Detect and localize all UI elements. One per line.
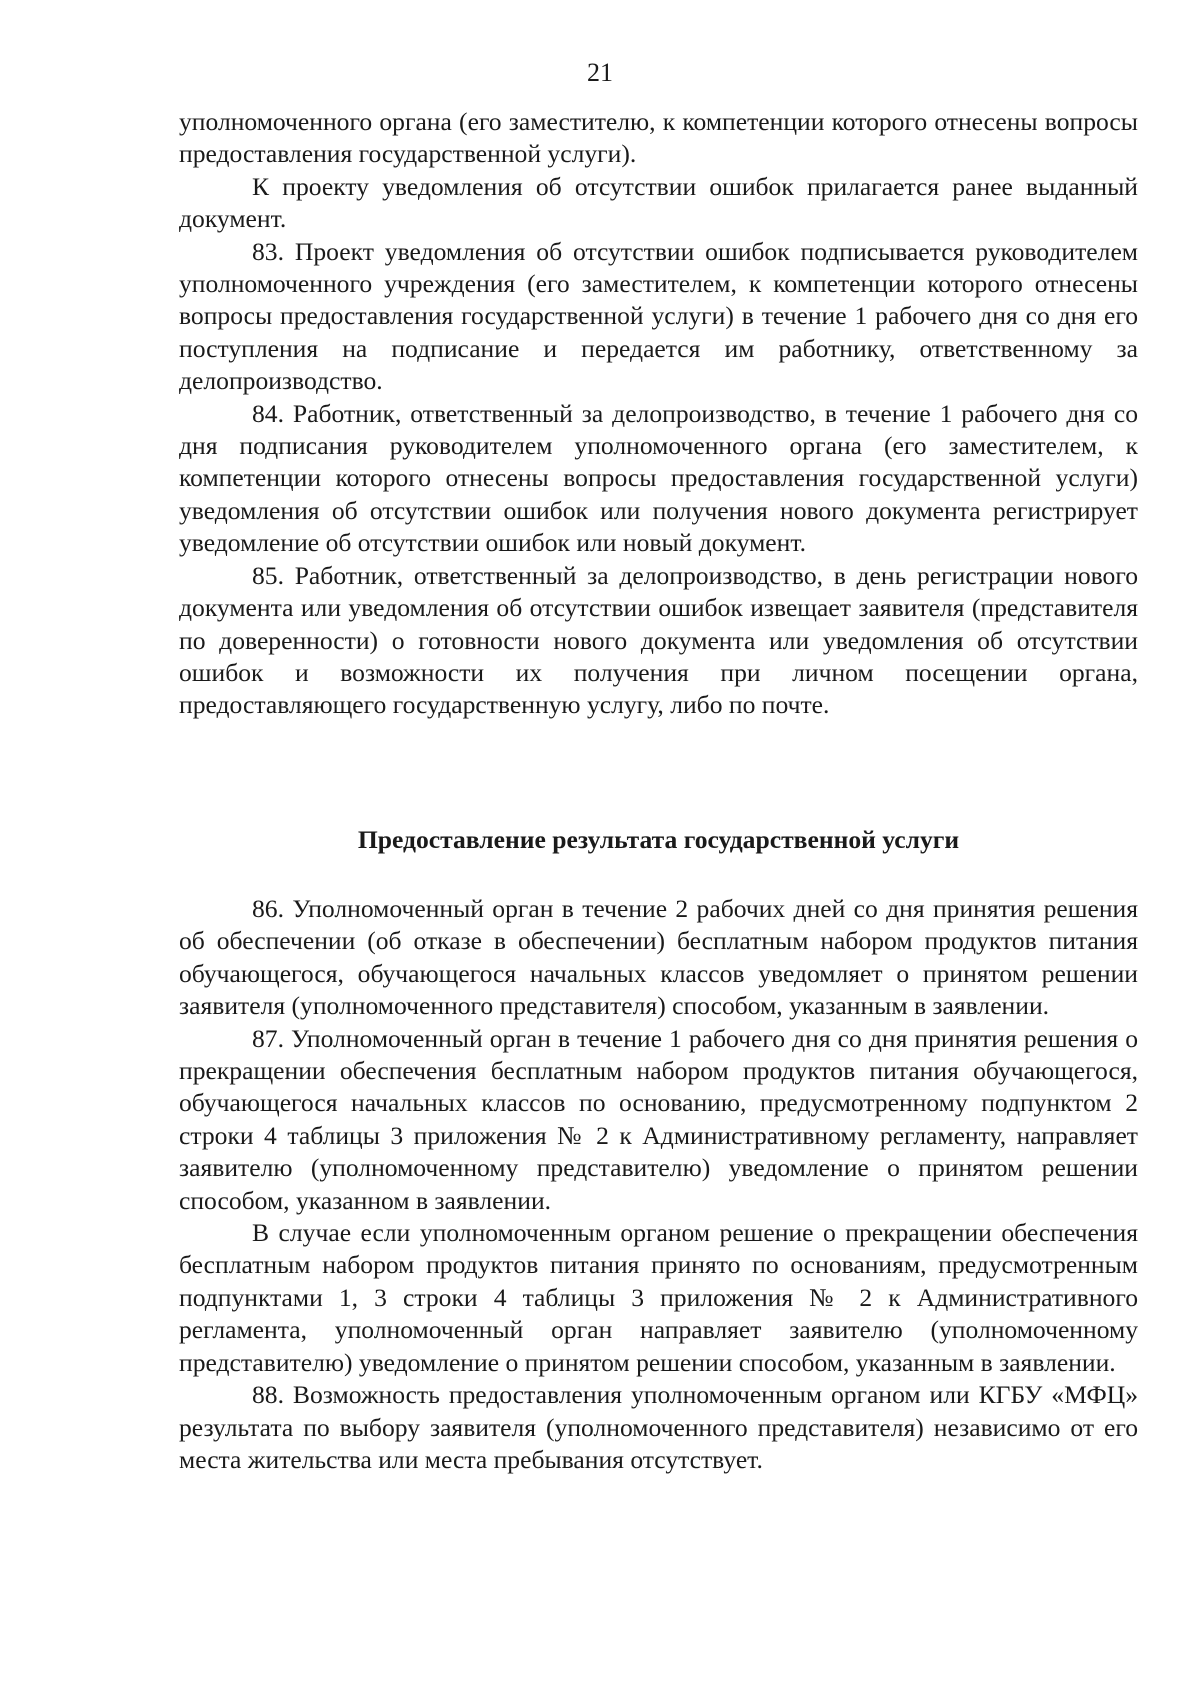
paragraph-85: 85. Работник, ответственный за делопроизводство, в день регистрации нового документа или уведомления об отсутствии ошибок извещает заявителя (представителя по доверенности) о готовности нового документа или уведомления об отсутствии ошибок и возможности их получения при личном посещении органа, предоставляющего государственную услугу, либо по почте. — [179, 560, 1138, 720]
paragraph-86: 86. Уполномоченный орган в течение 2 рабочих дней со дня принятия решения об обеспечении (об отказе в обеспечении) бесплатным набором продуктов питания обучающегося, обучающегося начальных классов уведомляет о принятом решении заявителя (уполномоченного представителя) способом, указанным в заявлении. — [179, 894, 1138, 1021]
paragraph-attachment: К проекту уведомления об отсутствии ошибок прилагается ранее выданный документ. — [179, 171, 1138, 234]
paragraph-continuation: уполномоченного органа (его заместителю, к компетенции которого отнесены вопросы предоставления государственной услуги). — [179, 107, 1138, 169]
paragraph-83: 83. Проект уведомления об отсутствии ошибок подписывается руководителем уполномоченного учреждения (его заместителем, к компетенции которого отнесены вопросы предоставления государственной услуги) в течение 1 рабочего дня со дня его поступления на подписание и передается им работнику, ответственному за делопроизводство. — [179, 236, 1138, 396]
paragraph-87: 87. Уполномоченный орган в течение 1 рабочего дня со дня принятия решения о прекращении обеспечения бесплатным набором продуктов питания обучающегося, обучающегося начальных классов по основанию, предусмотренному подпунктом 2 строки 4 таблицы 3 приложения № 2 к Административному регламенту, направляет заявителю (уполномоченному представителю) уведомление о принятом решении способом, указанном в заявлении. — [179, 1023, 1138, 1215]
page-number: 21 — [587, 58, 613, 87]
paragraph-87-case: В случае если уполномоченным органом решение о прекращении обеспечения бесплатным набором продуктов питания принято по основаниям, предусмотренным подпунктами 1, 3 строки 4 таблицы 3 приложения № 2 к Административного регламента, уполномоченный орган направляет заявителю (уполномоченному представителю) уведомление о принятом решении способом, указанным в заявлении. — [179, 1218, 1138, 1377]
section-heading: Предоставление результата государственной услуги — [357, 825, 960, 854]
paragraph-88: 88. Возможность предоставления уполномоченным органом или КГБУ «МФЦ» результата по выбору заявителя (уполномоченного представителя) независимо от его места жительства или места пребывания отсутствует. — [179, 1380, 1138, 1474]
body-text-upper — [179, 106, 1138, 722]
paragraph-84: 84. Работник, ответственный за делопроизводство, в течение 1 рабочего дня со дня подписания руководителем уполномоченного органа (его заместителем, к компетенции которого отнесены вопросы предоставления государственной услуги) уведомления об отсутствии ошибок или получения нового документа регистрирует уведомление об отсутствии ошибок или новый документ. — [179, 398, 1138, 558]
body-text-lower — [179, 893, 1138, 1476]
